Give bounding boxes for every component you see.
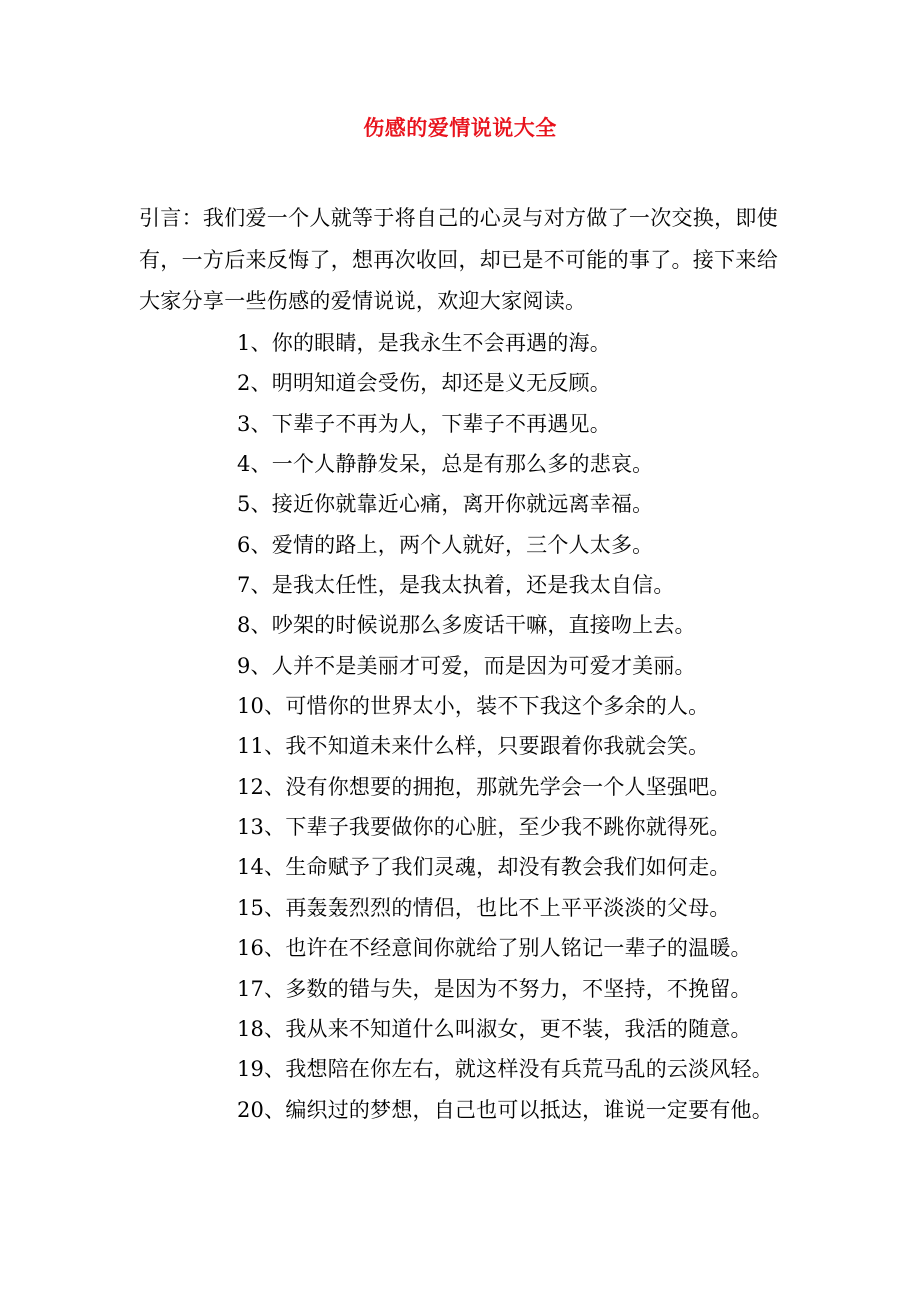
list-item: 20、编织过的梦想，自己也可以抵达，谁说一定要有他。 (237, 1097, 773, 1122)
document-title: 伤感的爱情说说大全 (363, 115, 557, 140)
list-item: 2、明明知道会受伤，却还是义无反顾。 (237, 371, 611, 396)
list-item: 1、你的眼睛，是我永生不会再遇的海。 (237, 331, 611, 355)
list-item: 4、一个人静静发呆，总是有那么多的悲哀。 (237, 452, 654, 477)
list-item: 8、吵架的时候说那么多废话干嘛，直接吻上去。 (237, 613, 696, 638)
list-item: 15、再轰轰烈烈的情侣，也比不上平平淡淡的父母。 (237, 895, 731, 920)
list-item: 11、我不知道未来什么样，只要跟着你我就会笑。 (237, 734, 710, 759)
list-item: 6、爱情的路上，两个人就好，三个人太多。 (237, 532, 654, 557)
list-item: 18、我从来不知道什么叫淑女，更不装，我活的随意。 (237, 1016, 752, 1041)
list-item: 17、多数的错与失，是因为不努力，不坚持，不挽留。 (237, 976, 752, 1001)
list-item: 12、没有你想要的拥抱，那就先学会一个人坚强吧。 (237, 774, 731, 799)
list-item: 13、下辈子我要做你的心脏，至少我不跳你就得死。 (237, 815, 731, 840)
list-item: 3、下辈子不再为人，下辈子不再遇见。 (237, 411, 611, 436)
list-item: 10、可惜你的世界太小，装不下我这个多余的人。 (237, 694, 710, 719)
quote-list (237, 323, 797, 1130)
list-item: 19、我想陪在你左右，就这样没有兵荒马乱的云淡风轻。 (237, 1057, 773, 1082)
list-item: 9、人并不是美丽才可爱，而是因为可爱才美丽。 (237, 653, 696, 678)
intro-paragraph: 引言：我们爱一个人就等于将自己的心灵与对方做了一次交换，即使有，一方后来反悔了，想再次收回，却已是不可能的事了。接下来给大家分享一些伤感的爱情说说，欢迎大家阅读。 (139, 206, 778, 313)
list-item: 14、生命赋予了我们灵魂，却没有教会我们如何走。 (237, 855, 731, 880)
list-item: 7、是我太任性，是我太执着，还是我太自信。 (237, 573, 675, 598)
list-item: 5、接近你就靠近心痛，离开你就远离幸福。 (237, 492, 654, 517)
list-item: 16、也许在不经意间你就给了别人铭记一辈子的温暖。 (237, 936, 752, 961)
